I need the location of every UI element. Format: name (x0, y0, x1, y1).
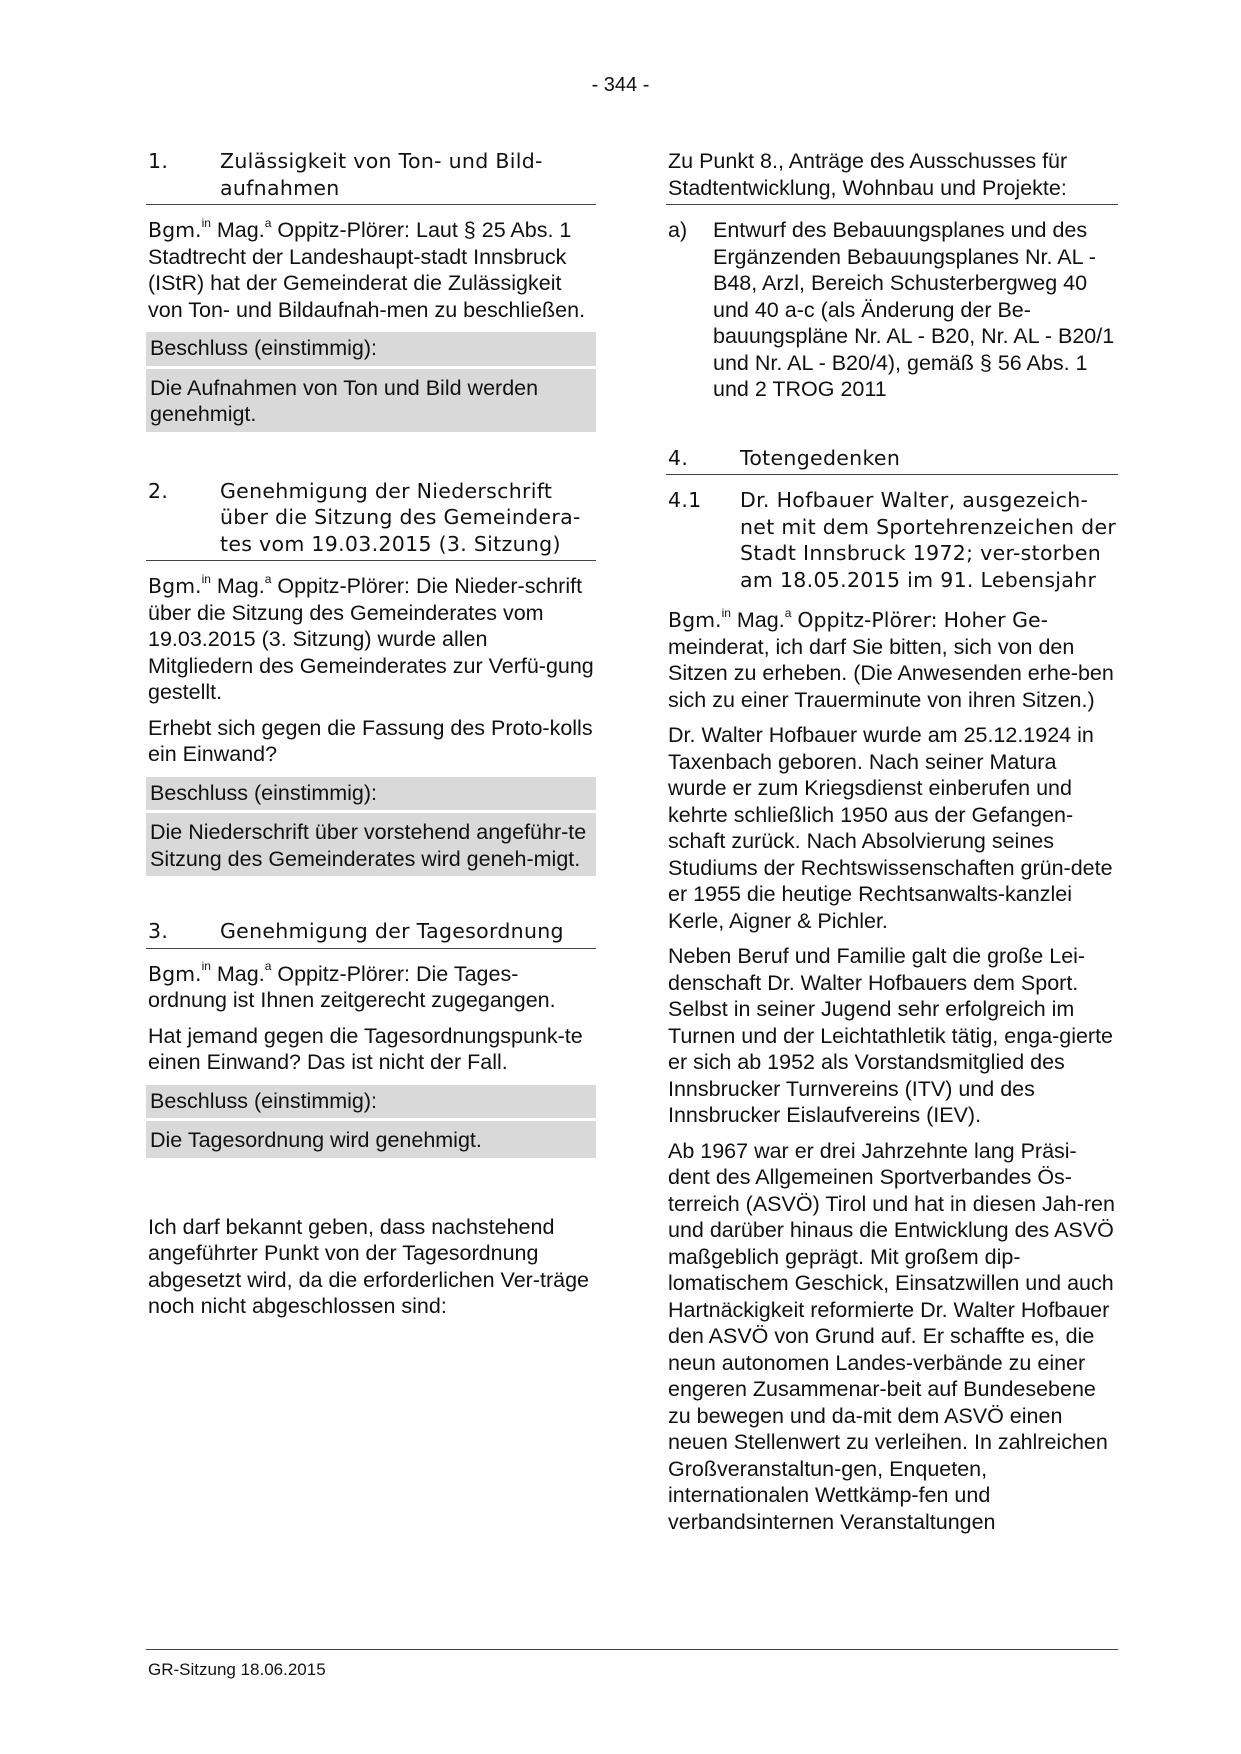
closing-paragraph: Ich darf bekannt geben, dass nachstehend angeführter Punkt von der Tagesordnung abgesetzt wird, da die erforderlichen Ver-träge noch nicht abgeschlossen sind: (148, 1214, 589, 1318)
speaker-paragraph: Bgm.$^{in}$ Mag.$^a$ Oppitz-Plörer: Hoher Ge- meinderat, ich darf Sie bitten, sich von den Sitzen zu erheben. (Die Anwesenden erhe-ben sich zu einer Trauerminute von ihren Sitzen.) (668, 605, 1114, 712)
decision-box (146, 1085, 596, 1158)
section-title: Totengedenken (740, 445, 901, 470)
subsection-heading (666, 487, 1118, 593)
left-column (146, 148, 596, 1329)
speaker-paragraph: Bgm.$^{in}$ Mag.$^a$ Oppitz-Plörer: Die Tages-ordnung ist Ihnen zeitgerecht zugegangen. (148, 959, 556, 1012)
decision-text: Die Niederschrift über vorstehend angeführ-te Sitzung des Gemeinderates wird geneh-migt. (150, 820, 587, 871)
page-number: - 344 - (591, 74, 650, 96)
section-title: Zulässigkeit von Ton- und Bild-aufnahmen (220, 149, 543, 200)
section-title: Genehmigung der Tagesordnung (220, 919, 564, 943)
section-heading-4 (666, 445, 1118, 476)
subsection-title: Dr. Hofbauer Walter, ausgezeich-net mit dem Sportehrenzeichen der Stadt Innsbruck 1972; ver-storben am 18.05.2015 im 91. Lebensjahr (740, 488, 1117, 592)
decision-box (146, 777, 596, 877)
section-number: 2. (148, 478, 169, 503)
paragraph: Erhebt sich gegen die Fassung des Proto-kolls ein Einwand? (148, 715, 593, 766)
section-heading-1 (146, 148, 596, 205)
speaker-paragraph: Bgm.$^{in}$ Mag.$^a$ Oppitz-Plörer: Die Nieder-schrift über die Sitzung des Gemeinderates vom 19.03.2015 (3. Sitzung) wurde allen Mitgliedern des Gemeinderates zur Verfü-gung gestellt. (148, 571, 594, 704)
paragraph: Dr. Walter Hofbauer wurde am 25.12.1924 in Taxenbach geboren. Nach seiner Matura wurde er zum Kriegsdienst einberufen und kehrte schließlich 1950 aus der Gefangen-schaft zurück. Nach Absolvierung seines Studiums der Rechtswissenschaften grün-dete er 1955 die heutige Rechtsanwalts-kanzlei Kerle, Aigner & Pichler. (668, 723, 1113, 933)
section-heading-2 (146, 478, 596, 562)
footer-text: GR-Sitzung 18.06.2015 (148, 1660, 326, 1679)
decision-label: Beschluss (einstimmig): (146, 332, 596, 369)
footer-divider (146, 1649, 1118, 1650)
item-text: Entwurf des Bebauungsplanes und des Ergänzenden Bebauungsplanes Nr. AL - B48, Arzl, Bereich Schusterbergweg 40 und 40 a-c (als Änderung der Be-bauungspläne Nr. AL - B20, Nr. AL - B20/1 und Nr. AL - B20/4), gemäß § 56 Abs. 1 und 2 TROG 2011 (713, 218, 1115, 401)
decision-text: Die Tagesordnung wird genehmigt. (150, 1128, 482, 1152)
paragraph: Neben Beruf und Familie galt die große Lei-denschaft Dr. Walter Hofbauers dem Sport. Selbst in seiner Jugend sehr erfolgreich im Turnen und der Leichtathletik tätig, enga-gierte er sich ab 1952 als Vorstandsmitglied des Innsbrucker Turnvereins (ITV) und des Innsbrucker Eislaufvereins (IEV). (668, 944, 1114, 1127)
decision-box (146, 332, 596, 432)
list-item (666, 217, 1118, 403)
decision-text: Die Aufnahmen von Ton und Bild werden genehmigt. (150, 375, 539, 426)
section-number: 4. (668, 445, 689, 470)
section-title: Genehmigung der Niederschrift über die Sitzung des Gemeindera-tes vom 19.03.2015 (3. Sitzung) (220, 478, 581, 556)
section-heading-3 (146, 918, 596, 949)
right-column (666, 148, 1118, 1544)
paragraph: Ab 1967 war er drei Jahrzehnte lang Präsi-dent des Allgemeinen Sportverbandes Ös-terreich (ASVÖ) Tirol und hat in diesen Jah-ren und darüber hinaus die Entwicklung des ASVÖ maßgeblich geprägt. Mit großem dip-lomatischem Geschick, Einsatzwillen und auch Hartnäckigkeit reformierte Dr. Walter Hofbauer den ASVÖ von Grund auf. Er schaffte es, die neun autonomen Landes-verbände zu einer engeren Zusammenar-beit auf Bundesebene zu bewegen und da-mit dem ASVÖ einen neuen Stellenwert zu verleihen. In zahlreichen Großveranstaltun-gen, Enqueten, internationalen Wettkämp-fen und verbandsinternen Veranstaltungen (668, 1138, 1115, 1534)
section-number: 1. (148, 149, 169, 173)
paragraph: Hat jemand gegen die Tagesordnungspunk-te einen Einwand? Das ist nicht der Fall. (148, 1023, 583, 1074)
punkt-8-heading: Zu Punkt 8., Anträge des Ausschusses für Stadtentwicklung, Wohnbau und Projekte: (666, 148, 1118, 205)
item-label: a) (668, 218, 688, 242)
subsection-number: 4.1 (668, 488, 702, 512)
speaker-paragraph: Bgm.$^{in}$ Mag.$^a$ Oppitz-Plörer: Laut § 25 Abs. 1 Stadtrecht der Landeshaupt-stadt Innsbruck (IStR) hat der Gemeinderat die Zulässigkeit von Ton- und Bildaufnah-men zu beschließen. (148, 215, 586, 322)
section-number: 3. (148, 919, 169, 943)
decision-label: Beschluss (einstimmig): (146, 777, 596, 814)
decision-label: Beschluss (einstimmig): (146, 1085, 596, 1122)
